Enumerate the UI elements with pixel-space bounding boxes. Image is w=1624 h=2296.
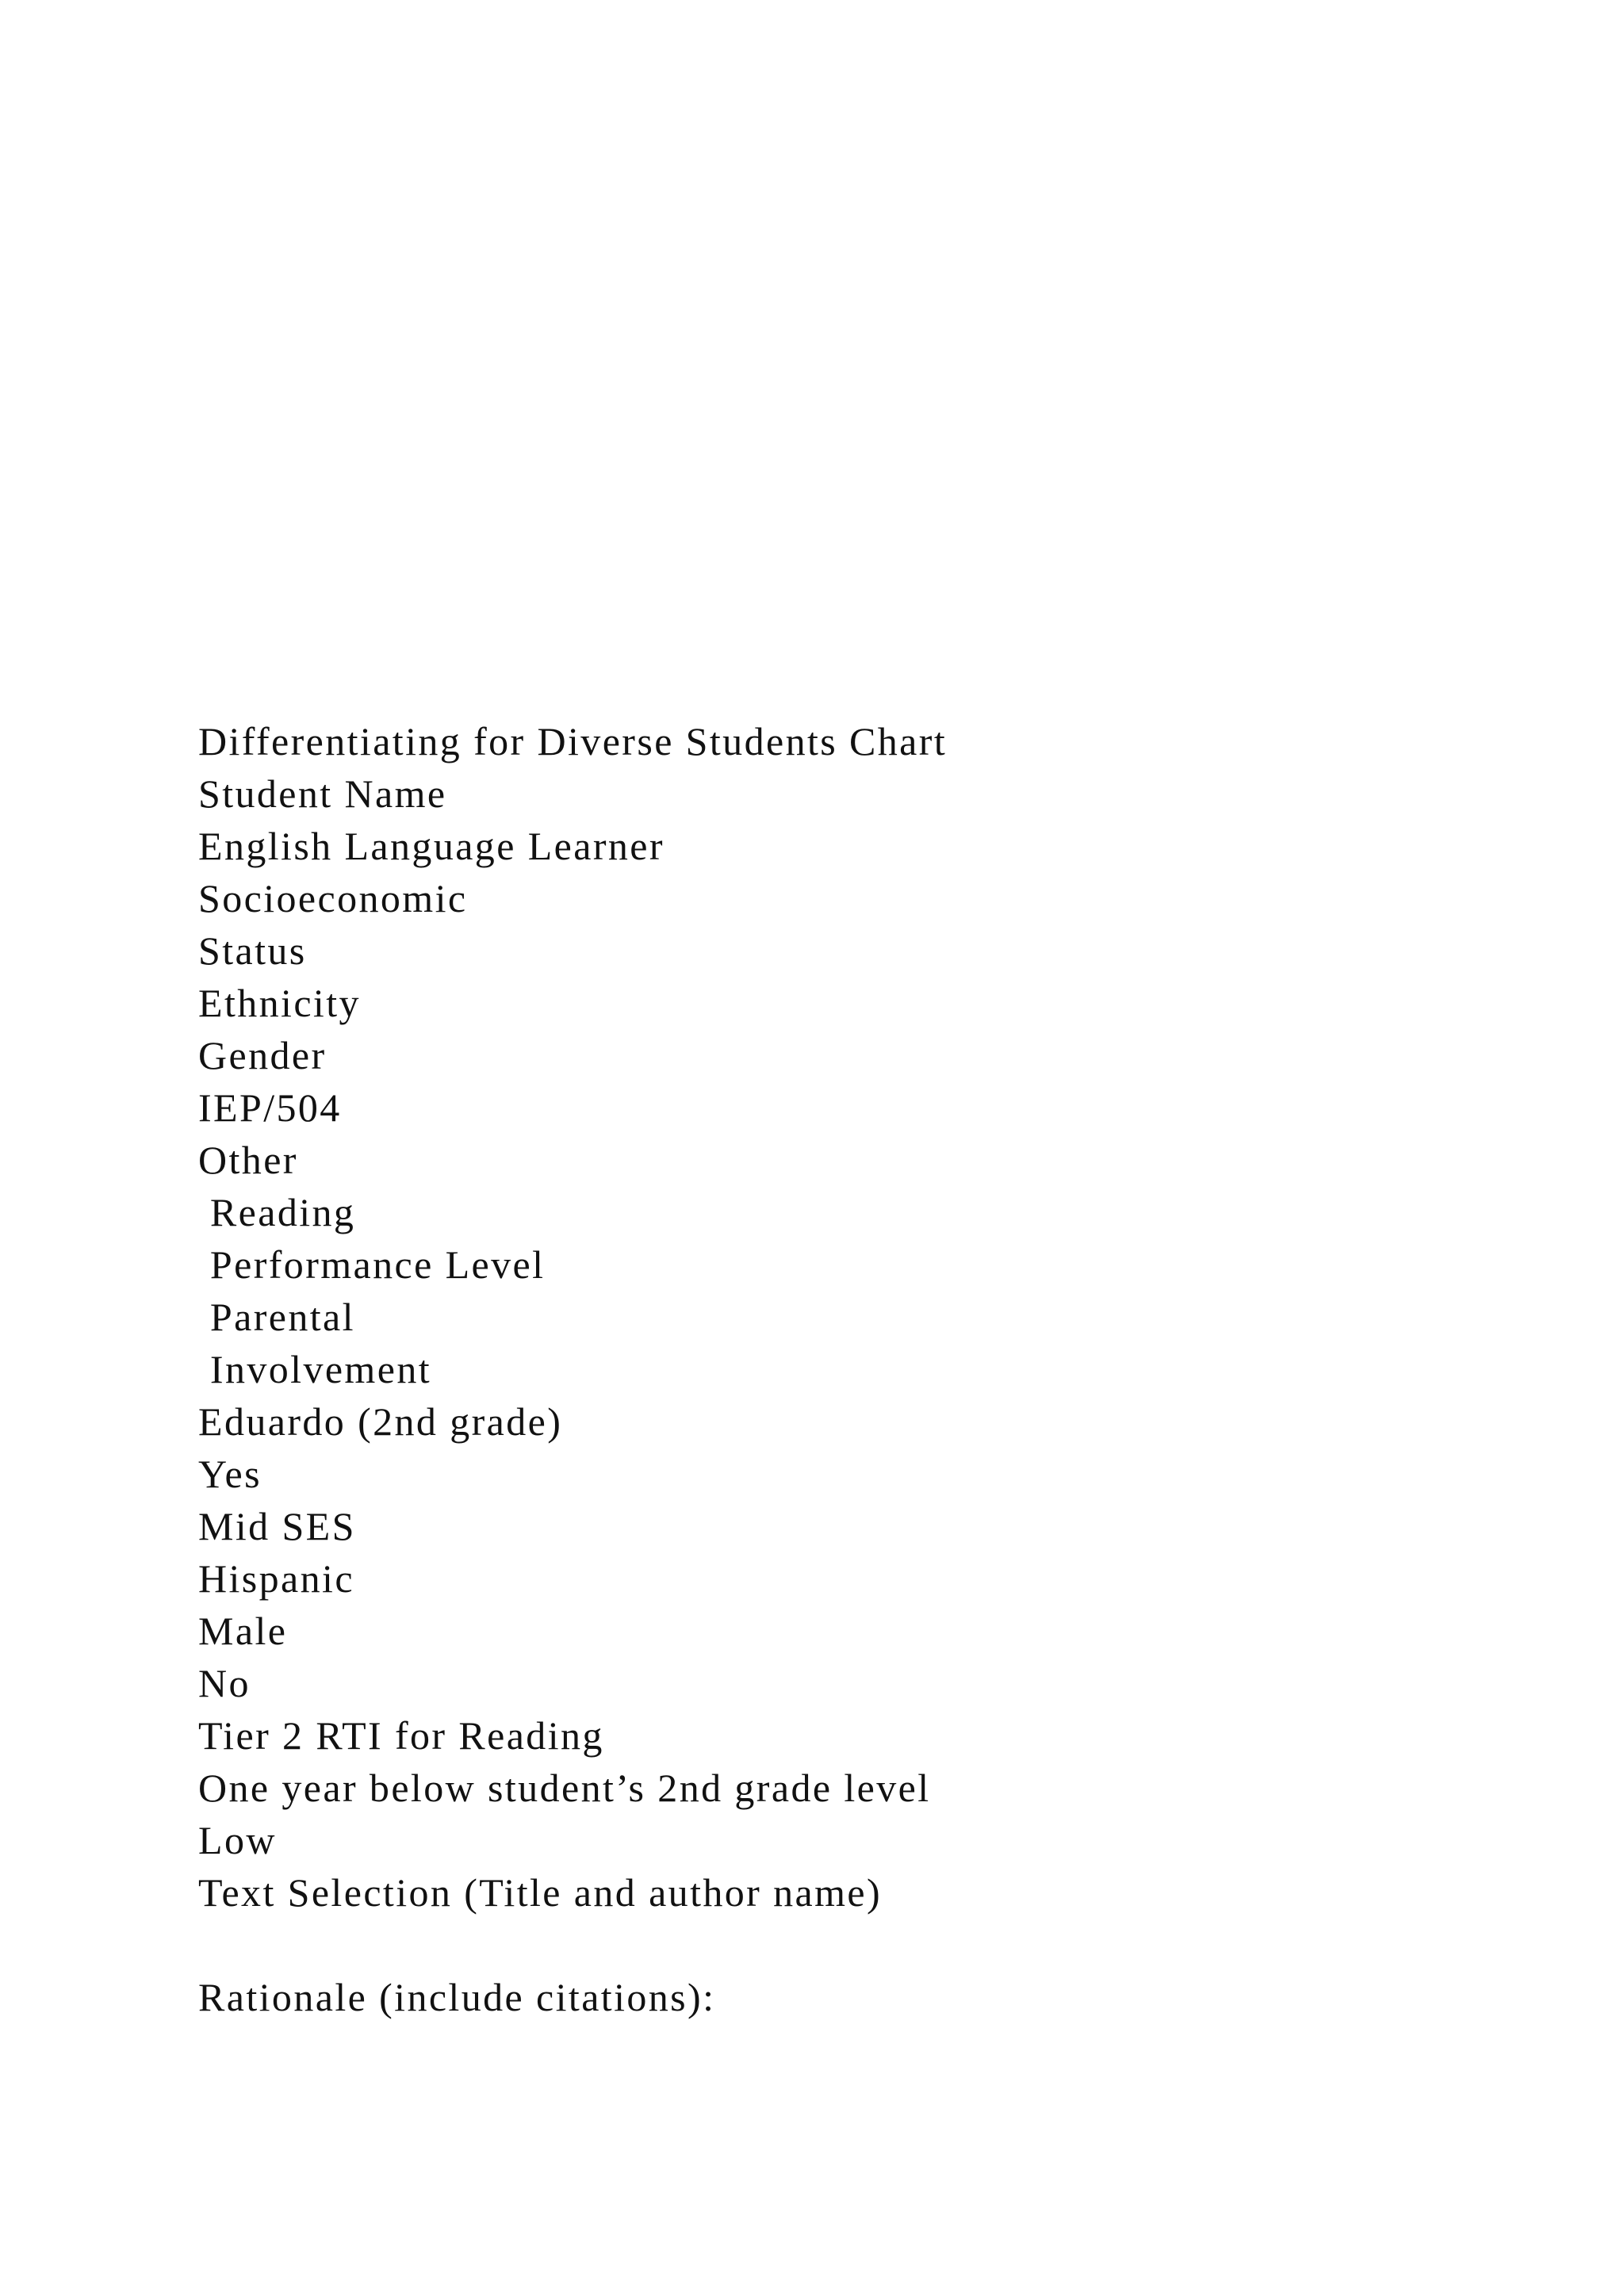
header-cell-parental: Parental	[198, 1295, 355, 1339]
document-body	[198, 715, 1546, 2023]
header-cell-reading: Reading	[198, 1190, 356, 1234]
student-cell-reading-level: One year below student’s 2nd grade level	[198, 1766, 931, 1810]
student-cell-gender: Male	[198, 1609, 288, 1653]
header-cell-english-language-learner: English Language Learner	[198, 824, 665, 868]
rationale-label: Rationale (include citations):	[198, 1975, 716, 2019]
header-cell-performance-level: Performance Level	[198, 1242, 546, 1287]
header-cell-involvement: Involvement	[198, 1347, 432, 1391]
text-selection-label: Text Selection (Title and author name)	[198, 1870, 883, 1915]
header-cell-gender: Gender	[198, 1033, 327, 1077]
header-cell-student-name: Student Name	[198, 771, 447, 816]
document-title: Differentiating for Diverse Students Chart	[198, 719, 948, 763]
header-cell-iep-504: IEP/504	[198, 1085, 342, 1130]
student-cell-ses: Mid SES	[198, 1504, 356, 1548]
student-cell-ell: Yes	[198, 1452, 262, 1496]
blank-line	[198, 1919, 1546, 1971]
student-cell-other: Tier 2 RTI for Reading	[198, 1713, 604, 1758]
header-cell-status: Status	[198, 928, 307, 973]
header-cell-other: Other	[198, 1138, 298, 1182]
student-cell-ethnicity: Hispanic	[198, 1556, 354, 1601]
header-cell-ethnicity: Ethnicity	[198, 981, 361, 1025]
student-cell-name: Eduardo (2nd grade)	[198, 1399, 563, 1444]
student-cell-iep-504: No	[198, 1661, 251, 1705]
header-cell-socioeconomic: Socioeconomic	[198, 876, 468, 920]
student-cell-parental-involvement: Low	[198, 1818, 277, 1862]
